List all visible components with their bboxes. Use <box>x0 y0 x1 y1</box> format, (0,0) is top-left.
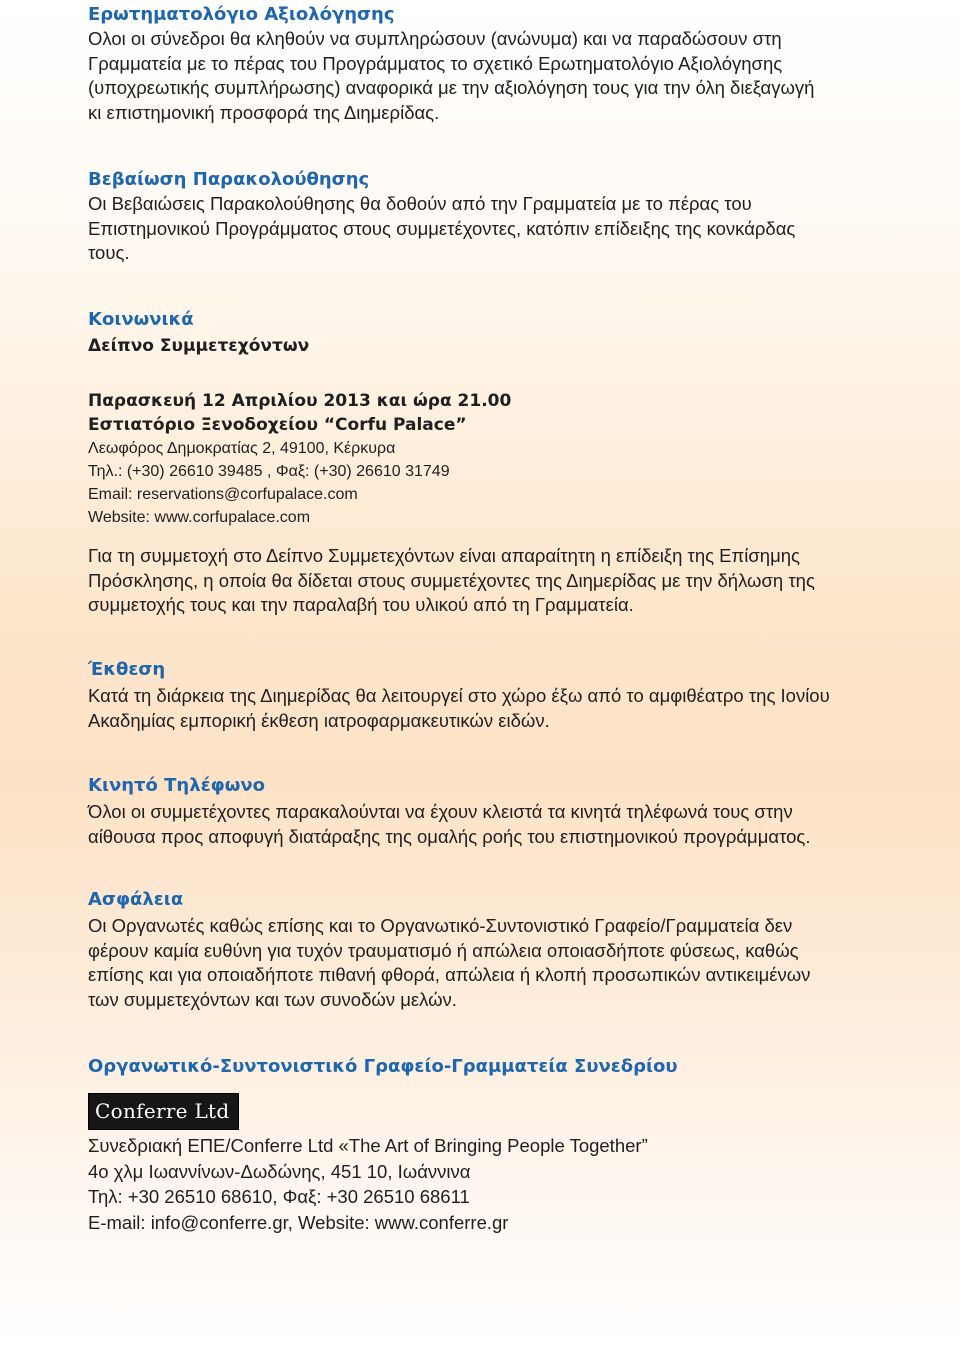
questionnaire-line: Γραμματεία με το πέρας του Προγράμματος το σχετικό Ερωτηματολόγιο Αξιολόγησης <box>88 52 783 74</box>
mobile-heading: Κινητό Τηλέφωνο <box>88 775 266 796</box>
dinner-note <box>88 544 896 618</box>
questionnaire-heading: Ερωτηματολόγιο Αξιολόγησης <box>88 4 395 25</box>
exhibition-line: Κατά τη διάρκεια της Διημερίδας θα λειτουργεί στο χώρο έξω από το αμφιθέατρο της Ιονίου <box>88 685 830 706</box>
organizer-address: 4ο χλμ Ιωαννίνων-Δωδώνης, 451 10, Ιωάννινα <box>88 1160 471 1182</box>
exhibition-line: Ακαδημίας εμπορική έκθεση ιατροφαρμακευτικών ειδών. <box>88 709 550 731</box>
organizer-section <box>88 1055 896 1079</box>
dinner-note-line: Πρόσκλησης, η οποία θα δίδεται στους συμμετέχοντες της Διημερίδας με την δήλωση της <box>88 569 815 591</box>
attendance-section <box>88 168 896 266</box>
dinner-details <box>88 389 896 529</box>
questionnaire-line: Ολοι οι σύνεδροι θα κληθούν να συμπληρώσουν (ανώνυμα) και να παραδώσουν στη <box>88 28 782 49</box>
conferre-logo: Conferre Ltd <box>88 1093 239 1130</box>
insurance-line: Οι Οργανωτές καθώς επίσης και το Οργανωτικό-Συντονιστικό Γραφείο/Γραμματεία δεν <box>88 915 793 936</box>
insurance-section <box>88 888 896 1012</box>
dinner-date: Παρασκευή 12 Απριλίου 2013 και ώρα 21.00 <box>88 391 512 411</box>
mobile-line: Όλοι οι συμμετέχοντες παρακαλούνται να έχουν κλειστά τα κινητά τηλέφωνά τους στην <box>88 801 793 822</box>
dinner-venue: Εστιατόριο Ξενοδοχείου “Corfu Palace” <box>88 415 467 435</box>
venue-email: Email: reservations@corfupalace.com <box>88 486 358 503</box>
organizer-details <box>88 1133 896 1235</box>
organizer-logo-wrap <box>88 1093 896 1130</box>
venue-website: Website: www.corfupalace.com <box>88 509 311 526</box>
organizer-contact: E-mail: info@conferre.gr, Website: www.conferre.gr <box>88 1211 509 1233</box>
questionnaire-line: (υποχρεωτικής συμπλήρωσης) αναφορικά με την αξιολόγηση τους για την όλη διεξαγωγή <box>88 77 815 99</box>
insurance-line: των συμμετεχόντων και των συνοδών μελών. <box>88 988 457 1010</box>
questionnaire-section <box>88 3 896 125</box>
mobile-section <box>88 774 896 849</box>
dinner-heading: Δείπνο Συμμετεχόντων <box>88 336 310 356</box>
insurance-line: επίσης και για οποιαδήποτε πιθανή φθορά, απώλεια ή κλοπή προσωπικών αντικειμένων <box>88 964 811 986</box>
insurance-heading: Ασφάλεια <box>88 889 184 910</box>
organizer-company: Συνεδριακή ΕΠΕ/Conferre Ltd «The Art of Bringing People Together” <box>88 1135 648 1156</box>
organizer-phone: Τηλ: +30 26510 68610, Φαξ: +30 26510 68611 <box>88 1186 470 1207</box>
attendance-line: Επιστημονικού Προγράμματος στους συμμετέχοντες, κατόπιν επίδειξης της κονκάρδας <box>88 217 796 239</box>
attendance-line: Οι Βεβαιώσεις Παρακολούθησης θα δοθούν από την Γραμματεία με το πέρας του <box>88 193 752 214</box>
social-section <box>88 308 896 358</box>
insurance-line: φέρουν καμία ευθύνη για τυχόν τραυματισμό ή απώλεια οποιασδήποτε φύσεως, καθώς <box>88 939 799 961</box>
social-heading: Κοινωνικά <box>88 309 194 330</box>
organizer-heading: Οργανωτικό-Συντονιστικό Γραφείο-Γραμματεία Συνεδρίου <box>88 1056 678 1077</box>
mobile-line: αίθουσα προς αποφυγή διατάραξης της ομαλής ροής του επιστημονικού προγράμματος. <box>88 825 811 847</box>
venue-address: Λεωφόρος Δημοκρατίας 2, 49100, Κέρκυρα <box>88 440 396 457</box>
attendance-heading: Βεβαίωση Παρακολούθησης <box>88 169 370 190</box>
attendance-line: τους. <box>88 242 130 264</box>
venue-phone: Τηλ.: (+30) 26610 39485 , Φαξ: (+30) 26610 31749 <box>88 463 450 480</box>
exhibition-heading: Έκθεση <box>88 659 166 680</box>
questionnaire-line: κι επιστημονική προσφορά της Διημερίδας. <box>88 101 440 123</box>
exhibition-section <box>88 658 896 733</box>
dinner-note-line: συμμετοχής τους και την παραλαβή του υλικού από τη Γραμματεία. <box>88 594 634 616</box>
dinner-note-line: Για τη συμμετοχή στο Δείπνο Συμμετεχόντων είναι απαραίτητη η επίδειξη της Επίσημης <box>88 545 800 566</box>
